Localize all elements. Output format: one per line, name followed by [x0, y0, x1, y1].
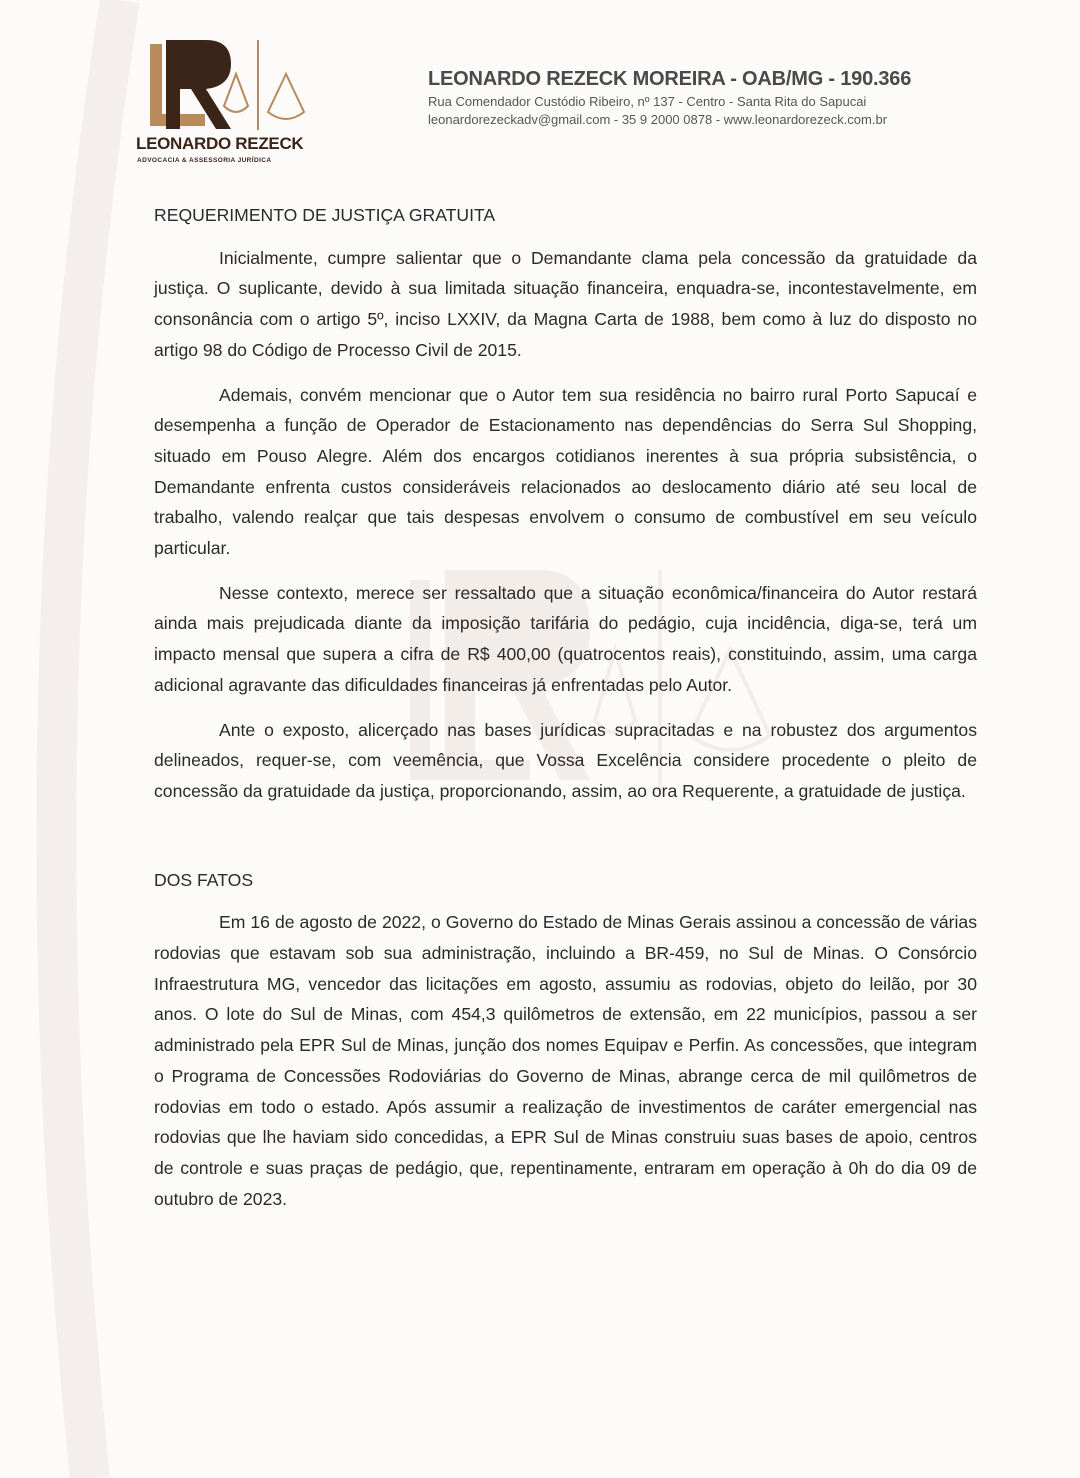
letterhead-title: LEONARDO REZECK MOREIRA - OAB/MG - 190.366	[428, 68, 912, 90]
paragraph: Em 16 de agosto de 2022, o Governo do Estado de Minas Gerais assinou a concessão de várias rodovias que estavam sob sua administração, incluindo a BR-459, no Sul de Minas. O Consórcio Infraestrutura MG, vencedor das licitações em agosto, assumiu as rodovias, objeto do leilão, por 30 anos. O lote do Sul de Minas, com 454,3 quilômetros de extensão, em 22 municípios, passou a ser administrado pela EPR Sul de Minas, junção dos nomes Equipav e Perfin. As concessões, que integram o Programa de Concessões Rodoviárias do Governo de Minas, abrange cerca de mil quilômetros de rodovias em todo o estado. Após assumir a realização de investimentos de caráter emergencial nas rodovias que lhe haviam sido concedidas, a EPR Sul de Minas construiu suas bases de apoio, centros de controle e suas praças de pedágio, que, repentinamente, entraram em operação à 0h do dia 09 de outubro de 2023.	[154, 912, 977, 1209]
letterhead-contact: leonardorezeckadv@gmail.com - 35 9 2000 0878 - www.leonardorezeck.com.br	[428, 112, 888, 127]
logo-name: LEONARDO REZECK	[136, 134, 304, 153]
logo-subtitle: ADVOCACIA & ASSESSORIA JURÍDICA	[137, 157, 272, 164]
paragraph: Ante o exposto, alicerçado nas bases jurídicas supracitadas e na robustez dos argumentos delineados, requer-se, com veemência, que Vossa Excelência considere procedente o pleito de concessão da gratuidade da justiça, proporcionando, assim, ao ora Requerente, a gratuidade de justiça.	[154, 719, 977, 801]
paragraph: Inicialmente, cumpre salientar que o Demandante clama pela concessão da gratuidade da justiça. O suplicante, devido à sua limitada situação financeira, enquadra-se, incontestavelmente, em consonância com o artigo 5º, inciso LXXIV, da Magna Carta de 1988, bem como à luz do disposto no artigo 98 do Código de Processo Civil de 2015.	[154, 247, 977, 360]
document-body	[154, 200, 977, 1228]
letterhead-address: Rua Comendador Custódio Ribeiro, nº 137 - Centro - Santa Rita do Sapucai	[428, 94, 867, 109]
section-heading: REQUERIMENTO DE JUSTIÇA GRATUITA	[154, 205, 496, 225]
paragraph: Nesse contexto, merece ser ressaltado que a situação econômica/financeira do Autor restará ainda mais prejudicada diante da imposição tarifária do pedágio, cuja incidência, diga-se, terá um impacto mensal que supera a cifra de R$ 400,00 (quatrocentos reais), constituindo, assim, uma carga adicional agravante das dificuldades financeiras já enfrentadas pelo Autor.	[154, 582, 977, 695]
paragraph: Ademais, convém mencionar que o Autor tem sua residência no bairro rural Porto Sapucaí e desempenha a função de Operador de Estacionamento nas dependências do Serra Sul Shopping, situado em Pouso Alegre. Além dos encargos cotidianos inerentes à sua própria subsistência, o Demandante enfrenta custos consideráveis relacionados ao deslocamento diário até seu local de trabalho, valendo realçar que tais despesas envolvem o consumo de combustível em seu veículo particular.	[154, 384, 977, 559]
law-firm-logo	[136, 34, 308, 132]
section-heading: DOS FATOS	[154, 869, 254, 890]
letterhead	[428, 68, 988, 127]
